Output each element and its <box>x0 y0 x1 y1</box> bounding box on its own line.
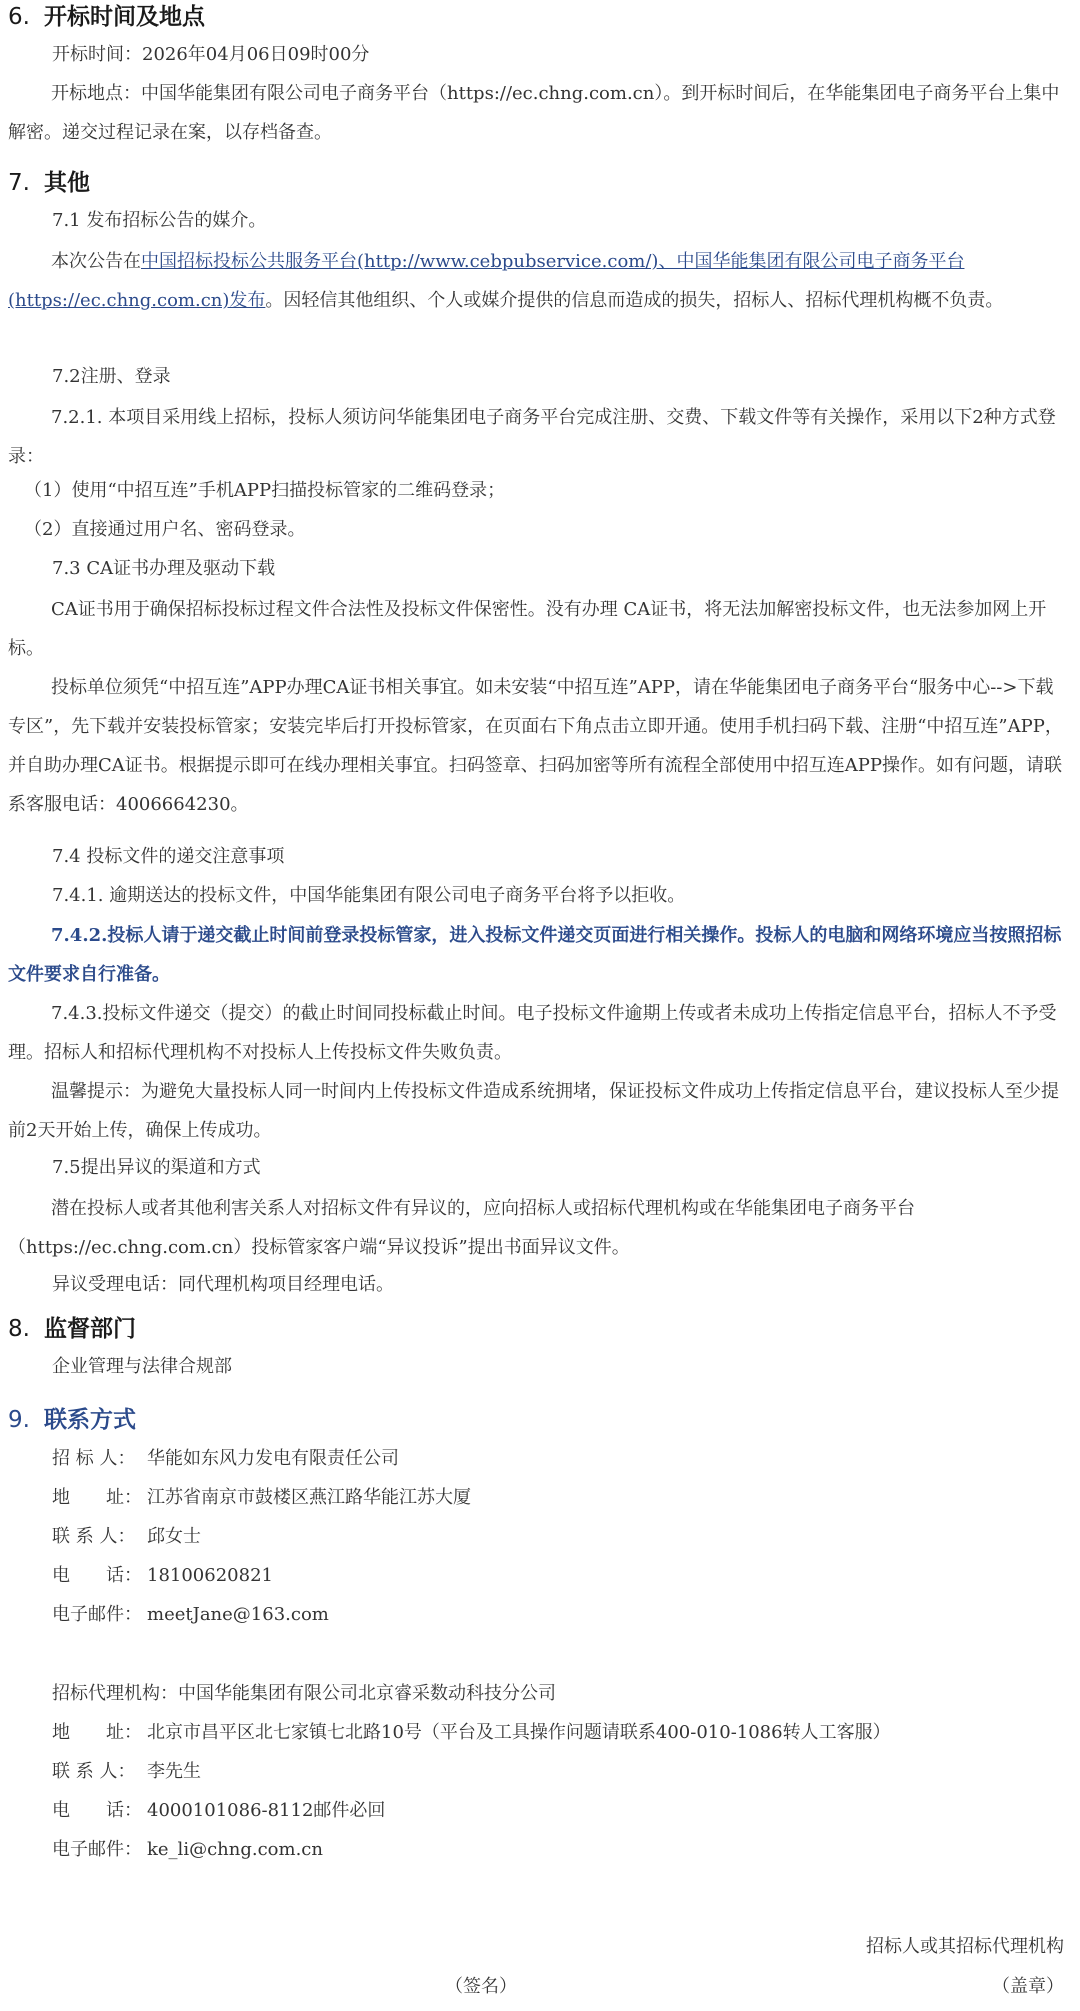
field-value: 4000101086-8112邮件必回 <box>147 1800 386 1821</box>
subsection-7-2-title: 7.2注册、登录 <box>52 366 171 387</box>
login-method-2: （2）直接通过用户名、密码登录。 <box>24 519 306 540</box>
field-value: 李先生 <box>147 1761 201 1782</box>
subsection-7-4-3: 7.4.3.投标文件递交（提交）的截止时间同投标截止时间。电子投标文件逾期上传或者未成功上传指定信息平台，招标人不予受理。招标人和招标代理机构不对投标人上传投标文件失败负责。 <box>8 1003 1057 1063</box>
section-6-heading <box>8 2 205 32</box>
subsection-7-1-title: 7.1 发布招标公告的媒介。 <box>52 210 267 231</box>
tenderer-contact-row <box>52 1522 201 1552</box>
bid-opening-time: 开标时间：2026年04月06日09时00分 <box>52 44 370 65</box>
field-value: 中国华能集团有限公司北京睿采数动科技分公司 <box>178 1683 556 1704</box>
media-paragraph <box>8 242 1070 320</box>
section-number: 7. <box>8 170 30 196</box>
field-value[interactable]: ke_li@chng.com.cn <box>147 1839 323 1860</box>
field-label: 联 系 人： <box>52 1761 136 1782</box>
subsection-7-4-1: 7.4.1. 逾期送达的投标文件，中国华能集团有限公司电子商务平台将予以拒收。 <box>52 885 686 906</box>
upload-tip: 温馨提示：为避免大量投标人同一时间内上传投标文件造成系统拥堵，保证投标文件成功上传指定信息平台，建议投标人至少提前2天开始上传，确保上传成功。 <box>8 1081 1059 1141</box>
agency-address-row <box>52 1718 891 1748</box>
field-value: 江苏省南京市鼓楼区燕江路华能江苏大厦 <box>147 1487 471 1508</box>
seal-placeholder: （盖章） <box>992 1976 1064 1997</box>
field-value[interactable]: meetJane@163.com <box>147 1604 329 1625</box>
field-label: 招标代理机构： <box>52 1683 178 1704</box>
field-value: 北京市昌平区北七家镇七北路10号（平台及工具操作问题请联系400-010-1086转人工客服） <box>147 1722 891 1743</box>
field-label: 电子邮件： <box>52 1604 142 1625</box>
field-value: 18100620821 <box>147 1565 273 1586</box>
subsection-7-4-2: 7.4.2.投标人请于递交截止时间前登录投标管家，进入投标文件递交页面进行相关操作。投标人的电脑和网络环境应当按照招标文件要求自行准备。 <box>8 925 1062 985</box>
signatory-label: 招标人或其招标代理机构 <box>866 1936 1064 1957</box>
section-number: 9. <box>8 1407 30 1433</box>
agency-name-row <box>52 1679 556 1709</box>
section-title: 监督部门 <box>44 1316 136 1342</box>
section-number: 8. <box>8 1316 30 1342</box>
tenderer-name-row <box>52 1444 399 1474</box>
subsection-7-3-title: 7.3 CA证书办理及驱动下载 <box>52 558 276 579</box>
field-label: 电子邮件： <box>52 1839 142 1860</box>
supervision-dept: 企业管理与法律合规部 <box>52 1356 232 1377</box>
field-value: 华能如东风力发电有限责任公司 <box>147 1448 399 1469</box>
field-label: 招 标 人： <box>52 1448 136 1469</box>
field-value: 邱女士 <box>147 1526 201 1547</box>
media-disclaimer-text: 。因轻信其他组织、个人或媒介提供的信息而造成的损失，招标人、招标代理机构概不负责。 <box>265 290 1004 311</box>
agency-email-row <box>52 1835 323 1865</box>
field-label: 联 系 人： <box>52 1526 136 1547</box>
tenderer-phone-row <box>52 1561 273 1591</box>
subsection-7-4-title: 7.4 投标文件的递交注意事项 <box>52 846 285 867</box>
section-9-heading <box>8 1405 136 1435</box>
registration-paragraph: 7.2.1. 本项目采用线上招标，投标人须访问华能集团电子商务平台完成注册、交费、下载文件等有关操作，采用以下2种方式登录： <box>8 407 1056 467</box>
section-8-heading <box>8 1314 136 1344</box>
media-intro-text: 本次公告在 <box>51 251 141 272</box>
section-title: 开标时间及地点 <box>44 4 205 30</box>
section-7-heading <box>8 168 90 198</box>
ca-certificate-paragraph: CA证书用于确保招标投标过程文件合法性及投标文件保密性。没有办理 CA证书，将无法加解密投标文件，也无法参加网上开标。 <box>8 599 1047 659</box>
signature-placeholder: （签名） <box>445 1976 517 1997</box>
field-label: 电 话： <box>52 1565 142 1586</box>
agency-phone-row <box>52 1796 385 1826</box>
subsection-7-5-title: 7.5提出异议的渠道和方式 <box>52 1157 261 1178</box>
tenderer-address-row <box>52 1483 471 1513</box>
section-title: 联系方式 <box>44 1407 136 1433</box>
section-title: 其他 <box>44 170 90 196</box>
field-label: 地 址： <box>52 1487 142 1508</box>
login-method-1: （1）使用“中招互连”手机APP扫描投标管家的二维码登录； <box>24 480 506 501</box>
objection-channel-paragraph: 潜在投标人或者其他利害关系人对招标文件有异议的，应向招标人或招标代理机构或在华能集团电子商务平台（https://ec.chng.com.cn）投标管家客户端“异议投诉”提出书面异议文件。 <box>8 1198 915 1258</box>
media-platform-link[interactable]: 中国招标投标公共服务平台(http://www.cebpubservice.com/)、中国华能集团有限公司电子商务平台(https://ec.chng.com.cn)发布 <box>8 251 965 311</box>
bid-opening-place: 开标地点：中国华能集团有限公司电子商务平台（https://ec.chng.com.cn）。到开标时间后，在华能集团电子商务平台上集中解密。递交过程记录在案，以存档备查。 <box>8 83 1060 143</box>
objection-phone: 异议受理电话：同代理机构项目经理电话。 <box>52 1274 394 1295</box>
section-number: 6. <box>8 4 30 30</box>
field-label: 电 话： <box>52 1800 142 1821</box>
tenderer-email-row <box>52 1600 329 1630</box>
agency-contact-row <box>52 1757 201 1787</box>
ca-application-paragraph: 投标单位须凭“中招互连”APP办理CA证书相关事宜。如未安装“中招互连”APP，请在华能集团电子商务平台“服务中心-->下载专区”，先下载并安装投标管家；安装完毕后打开投标管家，在页面右下角点击立即开通。使用手机扫码下载、注册“中招互连”APP，并自助办理CA证书。根据提示即可在线办理相关事宜。扫码签章、扫码加密等所有流程全部使用中招互连APP操作。如有问题，请联系客服电话：4006664230。 <box>8 677 1063 815</box>
field-label: 地 址： <box>52 1722 142 1743</box>
